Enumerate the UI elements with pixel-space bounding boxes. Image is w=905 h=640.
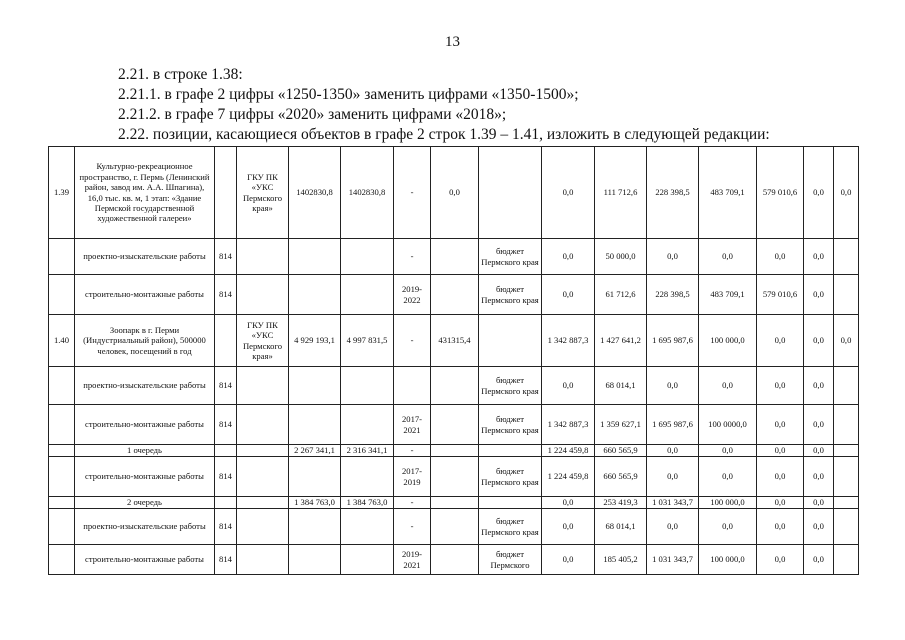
cell-amount-year-4: 483 709,1 (699, 147, 757, 239)
cell-period: - (394, 239, 431, 275)
table-row (49, 509, 859, 545)
cell-customer: ГКУ ПК «УКС Пермского края» (237, 315, 289, 367)
cell-capacity-value: 4 929 193,1 (289, 315, 341, 367)
cell-amount-year-4: 0,0 (699, 509, 757, 545)
cell-amount-year-1: 0,0 (542, 275, 595, 315)
cell-amount-year-2: 61 712,6 (595, 275, 647, 315)
cell-prior-funding (431, 497, 479, 509)
cell-grbs-code: 814 (215, 457, 237, 497)
cell-funding-source: бюджет Пермского края (479, 405, 542, 445)
cell-grbs-code: 814 (215, 509, 237, 545)
cell-period: - (394, 445, 431, 457)
cell-amount-year-2: 111 712,6 (595, 147, 647, 239)
cell-object-name: строительно-монтажные работы (75, 405, 215, 445)
cell-amount-year-2: 660 565,9 (595, 457, 647, 497)
cell-amount-year-1: 0,0 (542, 239, 595, 275)
cell-prior-funding (431, 367, 479, 405)
cell-prior-funding (431, 445, 479, 457)
cell-amount-year-5: 0,0 (757, 445, 804, 457)
cell-funding-source (479, 445, 542, 457)
cell-amount-year-1: 1 342 887,3 (542, 315, 595, 367)
cell-amount-year-4: 0,0 (699, 367, 757, 405)
cell-capacity-value: 1402830,8 (289, 147, 341, 239)
cell-amount-year-2: 68 014,1 (595, 367, 647, 405)
cell-estimated-cost: 1 384 763,0 (341, 497, 394, 509)
cell-amount-year-7 (834, 445, 859, 457)
cell-grbs-code (215, 315, 237, 367)
cell-amount-year-4: 483 709,1 (699, 275, 757, 315)
cell-estimated-cost (341, 275, 394, 315)
cell-amount-year-3: 1 031 343,7 (647, 545, 699, 575)
cell-amount-year-6: 0,0 (804, 275, 834, 315)
cell-amount-year-3: 228 398,5 (647, 275, 699, 315)
cell-amount-year-2: 253 419,3 (595, 497, 647, 509)
objects-table (48, 146, 859, 575)
cell-row-number (49, 405, 75, 445)
cell-amount-year-6: 0,0 (804, 509, 834, 545)
table-row (49, 457, 859, 497)
cell-funding-source: бюджет Пермского края (479, 275, 542, 315)
cell-amount-year-1: 1 224 459,8 (542, 445, 595, 457)
cell-amount-year-2: 1 427 641,2 (595, 315, 647, 367)
cell-period: - (394, 315, 431, 367)
table-row (49, 275, 859, 315)
cell-amount-year-7 (834, 457, 859, 497)
cell-amount-year-2: 660 565,9 (595, 445, 647, 457)
cell-amount-year-5: 0,0 (757, 315, 804, 367)
cell-prior-funding (431, 509, 479, 545)
cell-grbs-code: 814 (215, 405, 237, 445)
cell-object-name: 2 очередь (75, 497, 215, 509)
cell-amount-year-5: 0,0 (757, 405, 804, 445)
table-row (49, 545, 859, 575)
cell-prior-funding (431, 239, 479, 275)
cell-prior-funding (431, 405, 479, 445)
cell-amount-year-6: 0,0 (804, 445, 834, 457)
cell-prior-funding (431, 545, 479, 575)
cell-grbs-code: 814 (215, 239, 237, 275)
cell-object-name: строительно-монтажные работы (75, 545, 215, 575)
cell-amount-year-4: 100 000,0 (699, 315, 757, 367)
cell-prior-funding (431, 457, 479, 497)
cell-amount-year-5: 0,0 (757, 509, 804, 545)
cell-customer (237, 405, 289, 445)
cell-estimated-cost (341, 367, 394, 405)
cell-customer (237, 367, 289, 405)
cell-amount-year-5: 0,0 (757, 457, 804, 497)
cell-prior-funding (431, 275, 479, 315)
cell-capacity-value (289, 509, 341, 545)
cell-estimated-cost: 1402830,8 (341, 147, 394, 239)
cell-period: 2017-2021 (394, 405, 431, 445)
cell-estimated-cost (341, 457, 394, 497)
cell-amount-year-6: 0,0 (804, 497, 834, 509)
cell-row-number (49, 367, 75, 405)
cell-row-number (49, 509, 75, 545)
cell-amount-year-1: 1 342 887,3 (542, 405, 595, 445)
cell-amount-year-5: 0,0 (757, 239, 804, 275)
cell-estimated-cost (341, 239, 394, 275)
cell-amount-year-7 (834, 275, 859, 315)
cell-period: - (394, 497, 431, 509)
cell-row-number: 1.39 (49, 147, 75, 239)
cell-prior-funding: 0,0 (431, 147, 479, 239)
cell-period: 2019-2022 (394, 275, 431, 315)
cell-capacity-value (289, 239, 341, 275)
cell-amount-year-1: 1 224 459,8 (542, 457, 595, 497)
cell-estimated-cost (341, 405, 394, 445)
cell-capacity-value (289, 457, 341, 497)
cell-amount-year-3: 228 398,5 (647, 147, 699, 239)
cell-amount-year-3: 1 695 987,6 (647, 405, 699, 445)
cell-customer (237, 275, 289, 315)
cell-amount-year-6: 0,0 (804, 457, 834, 497)
cell-grbs-code (215, 147, 237, 239)
cell-row-number (49, 275, 75, 315)
cell-row-number: 1.40 (49, 315, 75, 367)
cell-amount-year-4: 0,0 (699, 457, 757, 497)
table-row (49, 367, 859, 405)
cell-amount-year-6: 0,0 (804, 315, 834, 367)
cell-amount-year-5: 579 010,6 (757, 147, 804, 239)
cell-amount-year-2: 50 000,0 (595, 239, 647, 275)
cell-capacity-value: 2 267 341,1 (289, 445, 341, 457)
cell-amount-year-1: 0,0 (542, 509, 595, 545)
cell-period: 2017-2019 (394, 457, 431, 497)
table-row (49, 315, 859, 367)
cell-amount-year-5: 0,0 (757, 497, 804, 509)
cell-funding-source (479, 497, 542, 509)
cell-amount-year-6: 0,0 (804, 239, 834, 275)
cell-capacity-value (289, 367, 341, 405)
cell-amount-year-1: 0,0 (542, 147, 595, 239)
cell-amount-year-1: 0,0 (542, 367, 595, 405)
cell-capacity-value (289, 275, 341, 315)
cell-object-name: Зоопарк в г. Перми (Индустриальный район), 500000 человек, посещений в год (75, 315, 215, 367)
cell-amount-year-7 (834, 405, 859, 445)
cell-row-number (49, 239, 75, 275)
cell-funding-source: бюджет Пермского края (479, 239, 542, 275)
cell-customer: ГКУ ПК «УКС Пермского края» (237, 147, 289, 239)
cell-amount-year-5: 579 010,6 (757, 275, 804, 315)
cell-funding-source: бюджет Пермского края (479, 509, 542, 545)
cell-amount-year-1: 0,0 (542, 497, 595, 509)
cell-funding-source (479, 315, 542, 367)
cell-amount-year-2: 185 405,2 (595, 545, 647, 575)
cell-estimated-cost: 2 316 341,1 (341, 445, 394, 457)
cell-grbs-code (215, 497, 237, 509)
cell-period: - (394, 147, 431, 239)
cell-amount-year-5: 0,0 (757, 545, 804, 575)
cell-prior-funding: 431315,4 (431, 315, 479, 367)
cell-customer (237, 445, 289, 457)
page-number: 13 (445, 34, 460, 50)
cell-amount-year-7 (834, 367, 859, 405)
cell-grbs-code: 814 (215, 275, 237, 315)
cell-capacity-value (289, 545, 341, 575)
cell-customer (237, 497, 289, 509)
cell-object-name: 1 очередь (75, 445, 215, 457)
cell-amount-year-7: 0,0 (834, 315, 859, 367)
cell-estimated-cost (341, 509, 394, 545)
cell-customer (237, 457, 289, 497)
cell-amount-year-4: 0,0 (699, 239, 757, 275)
cell-amount-year-3: 0,0 (647, 239, 699, 275)
cell-amount-year-2: 1 359 627,1 (595, 405, 647, 445)
cell-estimated-cost (341, 545, 394, 575)
table-row (49, 405, 859, 445)
cell-amount-year-6: 0,0 (804, 545, 834, 575)
cell-object-name: проектно-изыскательские работы (75, 509, 215, 545)
cell-amount-year-7 (834, 509, 859, 545)
cell-object-name: строительно-монтажные работы (75, 457, 215, 497)
cell-amount-year-7 (834, 239, 859, 275)
cell-capacity-value: 1 384 763,0 (289, 497, 341, 509)
cell-period: 2019-2021 (394, 545, 431, 575)
cell-object-name: строительно-монтажные работы (75, 275, 215, 315)
cell-amount-year-3: 1 031 343,7 (647, 497, 699, 509)
cell-amount-year-2: 68 014,1 (595, 509, 647, 545)
cell-amount-year-6: 0,0 (804, 405, 834, 445)
cell-object-name: проектно-изыскательские работы (75, 239, 215, 275)
cell-row-number (49, 457, 75, 497)
cell-amount-year-7: 0,0 (834, 147, 859, 239)
paragraph-2-21: 2.21. в строке 1.38: (118, 66, 243, 83)
table-row (49, 147, 859, 239)
cell-funding-source: бюджет Пермского (479, 545, 542, 575)
cell-amount-year-3: 0,0 (647, 445, 699, 457)
cell-amount-year-7 (834, 545, 859, 575)
cell-period (394, 367, 431, 405)
cell-amount-year-3: 1 695 987,6 (647, 315, 699, 367)
cell-amount-year-6: 0,0 (804, 367, 834, 405)
cell-amount-year-7 (834, 497, 859, 509)
cell-funding-source: бюджет Пермского края (479, 457, 542, 497)
cell-amount-year-3: 0,0 (647, 457, 699, 497)
cell-estimated-cost: 4 997 831,5 (341, 315, 394, 367)
cell-amount-year-4: 0,0 (699, 445, 757, 457)
cell-amount-year-6: 0,0 (804, 147, 834, 239)
cell-grbs-code: 814 (215, 545, 237, 575)
cell-capacity-value (289, 405, 341, 445)
cell-customer (237, 545, 289, 575)
cell-funding-source: бюджет Пермского края (479, 367, 542, 405)
cell-customer (237, 239, 289, 275)
cell-amount-year-5: 0,0 (757, 367, 804, 405)
table-row (49, 445, 859, 457)
cell-customer (237, 509, 289, 545)
cell-amount-year-4: 100 000,0 (699, 497, 757, 509)
cell-amount-year-4: 100 000,0 (699, 545, 757, 575)
table-row (49, 239, 859, 275)
cell-grbs-code: 814 (215, 367, 237, 405)
cell-object-name: проектно-изыскательские работы (75, 367, 215, 405)
cell-row-number (49, 497, 75, 509)
paragraph-2-21-1: 2.21.1. в графе 2 цифры «1250-1350» заменить цифрами «1350-1500»; (118, 86, 579, 103)
cell-row-number (49, 445, 75, 457)
cell-period: - (394, 509, 431, 545)
cell-amount-year-4: 100 0000,0 (699, 405, 757, 445)
cell-funding-source (479, 147, 542, 239)
table-row (49, 497, 859, 509)
paragraph-2-22: 2.22. позиции, касающиеся объектов в графе 2 строк 1.39 – 1.41, изложить в следующей редакции: (118, 126, 770, 143)
cell-object-name: Культурно-рекреационное пространство, г. Пермь (Ленинский район, завод им. А.А. Шпагина), 16,0 тыс. кв. м, 1 этап: «Здание Пермской государственной художественной галереи» (75, 147, 215, 239)
cell-grbs-code (215, 445, 237, 457)
cell-amount-year-3: 0,0 (647, 367, 699, 405)
cell-amount-year-3: 0,0 (647, 509, 699, 545)
cell-amount-year-1: 0,0 (542, 545, 595, 575)
paragraph-2-21-2: 2.21.2. в графе 7 цифры «2020» заменить цифрами «2018»; (118, 106, 507, 123)
cell-row-number (49, 545, 75, 575)
